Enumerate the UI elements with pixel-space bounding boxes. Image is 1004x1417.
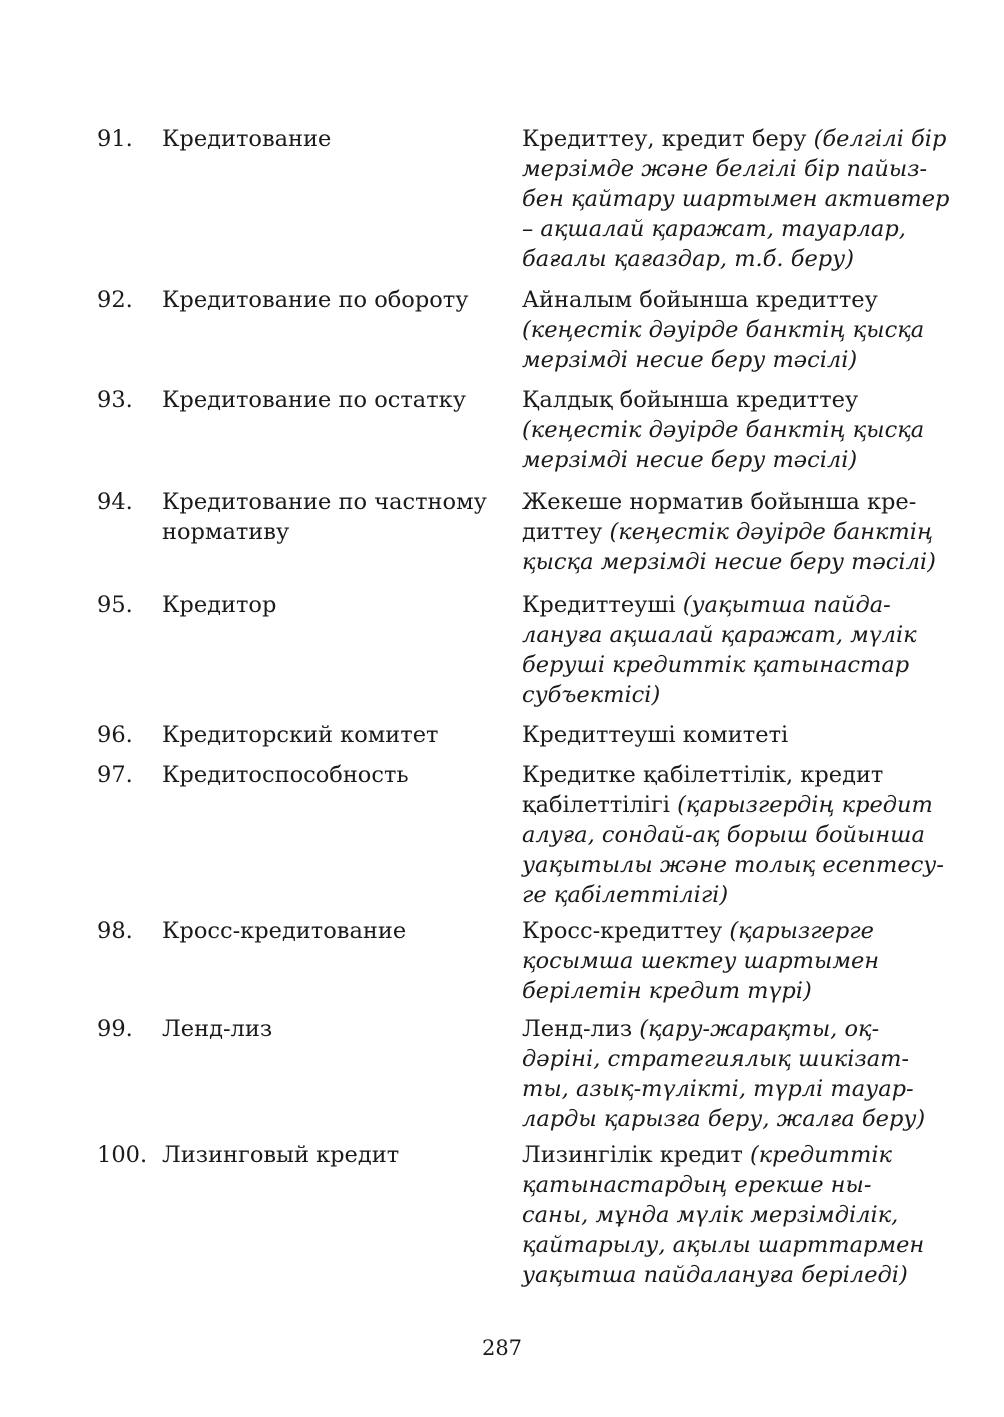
entry-number: 94. [97,489,133,515]
entry-term-line: Кредитование по остатку [162,387,466,413]
entry-number: 92. [97,287,133,313]
translation-explanation: лануға ақшалай қаражат, мүлік [522,622,917,648]
entry-term-line: Кредитор [162,592,277,618]
entry-translation [522,720,922,750]
translation-line [522,976,922,1006]
translation-term: Жекеше норматив бойынша кре- [522,489,917,515]
translation-line [522,590,922,620]
entry-term-line: Кредитование по частному [162,489,487,515]
entry-number: 95. [97,592,133,618]
translation-line [522,184,950,214]
entry-term [162,124,492,154]
translation-line [522,1104,926,1134]
entry-translation [522,590,922,710]
translation-explanation: уақытша пайдалануға беріледі) [522,1262,908,1288]
translation-line [522,946,922,976]
translation-term: Қалдық бойынша кредиттеу [522,387,859,413]
translation-term: қабілеттілігі [522,792,678,818]
entry-term [162,385,492,415]
translation-explanation: бен қайтару шартымен активтер [522,186,950,212]
entry-number: 99. [97,1016,133,1042]
translation-line [522,385,922,415]
entry-translation [522,487,936,577]
entry-number: 91. [97,126,133,152]
entry-number: 100. [97,1142,148,1168]
translation-line [522,790,933,820]
entry-term-line: Кредиторский комитет [162,722,439,748]
translation-line [522,1140,922,1170]
translation-explanation: – ақшалай қаражат, тауарлар, [522,216,906,242]
entry-term [162,760,492,790]
translation-explanation: (кеңестік дәуірде банктің [609,519,933,545]
translation-line [522,916,922,946]
translation-explanation: ты, азық-түлікті, түрлі тауар- [522,1076,914,1102]
translation-term: Кредиттеу, кредит беру [522,126,814,152]
translation-line [522,244,922,274]
translation-explanation: алуға, сондай-ақ борыш бойынша [522,822,925,848]
translation-line [522,620,922,650]
translation-line [522,820,925,850]
translation-line [522,850,944,880]
entry-term-line: Лизинговый кредит [162,1142,400,1168]
translation-line [522,517,933,547]
translation-line [522,1200,922,1230]
translation-explanation: ларды қарызға беру, жалға беру) [522,1106,926,1132]
translation-explanation: (кеңестік дәуірде банктің қысқа [522,417,925,443]
translation-line [522,487,922,517]
translation-explanation: (қарызгерге [729,918,874,944]
translation-explanation: (қарызгердің кредит [677,792,933,818]
entry-term-line: Кредитование по обороту [162,287,469,313]
translation-explanation: уақытылы және толық есептесу- [522,852,944,878]
entry-translation [522,285,925,375]
entry-term [162,487,492,547]
translation-line [522,315,925,345]
translation-line [522,547,936,577]
entry-translation [522,916,922,1006]
translation-explanation: қосымша шектеу шартымен [522,948,880,974]
entry-translation [522,1014,926,1134]
entry-term [162,1014,492,1044]
translation-line [522,1044,922,1074]
translation-explanation: беруші кредиттік қатынастар [522,652,910,678]
translation-explanation: дәріні, стратегиялық шикізат- [522,1046,910,1072]
page-number: 287 [481,1336,523,1360]
translation-term: Кредиттеуші комитеті [522,722,789,748]
translation-line [522,345,922,375]
translation-line [522,445,922,475]
entry-number: 96. [97,722,133,748]
entry-term-line: Кросс-кредитование [162,918,407,944]
entry-translation [522,760,944,910]
translation-explanation: ге қабілеттілігі) [522,882,729,908]
translation-line [522,154,928,184]
translation-line [522,1260,922,1290]
entry-term-line: Ленд-лиз [162,1016,273,1042]
translation-explanation: қатынастардың ерекше ны- [522,1172,872,1198]
translation-term: Айналым бойынша кредиттеу [522,287,878,313]
entry-number: 98. [97,918,133,944]
translation-line [522,650,922,680]
entry-term [162,720,492,750]
entry-translation [522,124,950,274]
translation-line [522,415,925,445]
translation-line [522,1170,922,1200]
translation-explanation: берілетін кредит түрі) [522,978,812,1004]
entry-term-line: Кредитоспособность [162,762,409,788]
translation-explanation: бағалы қағаздар, т.б. беру) [522,246,854,272]
translation-term: Ленд-лиз [522,1016,640,1042]
translation-term: Лизингілік кредит [522,1142,750,1168]
translation-line [522,285,922,315]
entry-term [162,285,492,315]
translation-explanation: (белгілі бір [813,126,947,152]
translation-explanation: мерзімді несие беру тәсілі) [522,347,858,373]
translation-explanation: саны, мұнда мүлік мерзімділік, [522,1202,899,1228]
entry-term-line: Кредитование [162,126,332,152]
translation-explanation: (кредиттік [749,1142,892,1168]
translation-term: Кредиттеуші [522,592,683,618]
translation-explanation: (уақытша пайда- [682,592,891,618]
translation-explanation: субъектісі) [522,682,661,708]
translation-explanation: (қару-жарақты, оқ- [639,1016,880,1042]
translation-explanation: (кеңестік дәуірде банктің қысқа [522,317,925,343]
translation-explanation: қайтарылу, ақылы шарттармен [522,1232,925,1258]
translation-line [522,720,922,750]
translation-line [522,680,922,710]
translation-line [522,124,947,154]
translation-term: диттеу [522,519,610,545]
translation-line [522,1074,922,1104]
translation-line [522,1014,922,1044]
translation-term: Кредитке қабілеттілік, кредит [522,762,884,788]
translation-line [522,214,922,244]
translation-line [522,760,922,790]
entry-translation [522,1140,925,1290]
translation-explanation: қысқа мерзімді несие беру тәсілі) [522,549,936,575]
translation-explanation: мерзімде және белгілі бір пайыз- [522,156,928,182]
entry-term [162,1140,492,1170]
entry-term [162,916,492,946]
entry-term [162,590,492,620]
entry-term-line: нормативу [162,519,290,545]
entry-number: 97. [97,762,133,788]
entry-number: 93. [97,387,133,413]
translation-line [522,1230,925,1260]
translation-line [522,880,922,910]
entry-translation [522,385,925,475]
translation-term: Кросс-кредиттеу [522,918,730,944]
translation-explanation: мерзімді несие беру тәсілі) [522,447,858,473]
